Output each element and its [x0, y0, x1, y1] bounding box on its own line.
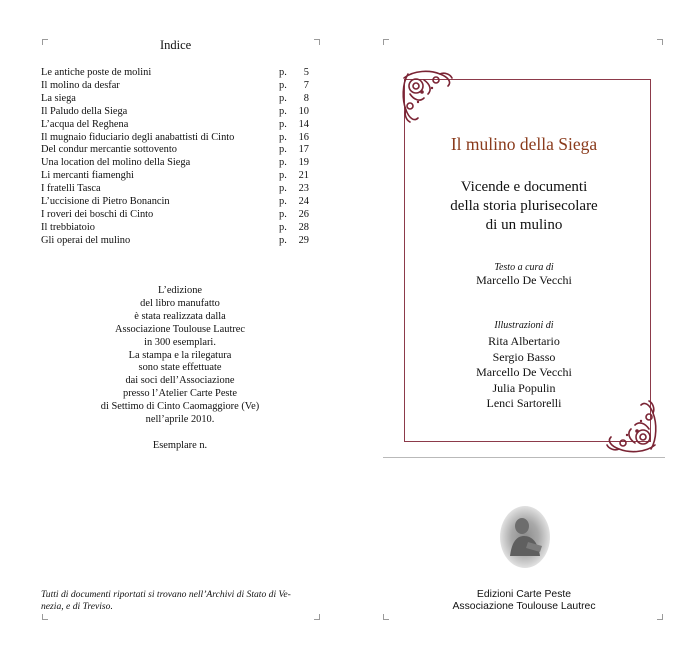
toc-page-number: 26	[298, 208, 309, 220]
text-author: Marcello De Vecchi	[476, 273, 572, 287]
toc-entry-title: L’uccisione di Pietro Bonancin	[41, 196, 170, 208]
toc-page-number: 16	[298, 131, 309, 143]
toc-entry	[41, 235, 309, 248]
colophon-line: La stampa e la rilegatura	[128, 349, 232, 361]
toc-entry-page	[279, 119, 309, 132]
crop-mark	[383, 614, 389, 620]
toc-entry-title: L’acqua del Reghena	[41, 118, 129, 130]
top-left-scroll-ornament	[396, 66, 458, 126]
colophon-text	[80, 285, 280, 427]
toc-page-number: 21	[298, 170, 309, 182]
toc-page-number: 14	[298, 118, 309, 130]
toc-entry-page	[279, 170, 309, 183]
toc-entry-page	[279, 235, 309, 248]
subtitle-line: Vicende e documenti	[460, 179, 588, 195]
toc-entry-page	[279, 209, 309, 222]
toc-entry-title: I roveri dei boschi di Cinto	[41, 208, 154, 220]
toc-page-abbrev: p.	[279, 208, 287, 220]
toc-page-abbrev: p.	[279, 118, 287, 130]
toc-page-number: 5	[303, 67, 309, 78]
book-title: Il mulino della Siega	[450, 134, 598, 154]
colophon-line: nell’aprile 2010.	[145, 414, 215, 426]
toc-entry-page	[279, 222, 309, 235]
toc-entry-page	[279, 93, 309, 106]
toc-page-abbrev: p.	[279, 67, 287, 78]
toc-entry	[41, 222, 309, 235]
toc-entry-page	[279, 196, 309, 209]
colophon-line: è stata realizzata dalla	[134, 310, 226, 322]
publisher-line: Associazione Toulouse Lautrec	[452, 601, 596, 612]
toc-entry	[41, 196, 309, 209]
crop-mark	[657, 39, 663, 45]
toc-page-abbrev: p.	[279, 221, 287, 233]
table-of-contents	[41, 67, 309, 248]
toc-entry	[41, 93, 309, 106]
toc-page-abbrev: p.	[279, 105, 287, 117]
toc-page-abbrev: p.	[279, 170, 287, 182]
colophon-line: in 300 esemplari.	[144, 336, 216, 348]
text-credit	[383, 262, 665, 289]
crop-mark	[314, 39, 320, 45]
colophon-line: presso l’Atelier Carte Peste	[123, 388, 237, 400]
page-divider	[383, 457, 665, 458]
crop-mark	[314, 614, 320, 620]
toc-entry	[41, 132, 309, 145]
footnote-line: Tutti di documenti riportati si trovano nell’Archivi di Stato di Ve-	[41, 589, 291, 600]
colophon-line: sono state effettuate	[138, 362, 222, 374]
toc-entry-page	[279, 157, 309, 170]
illustrations-label: Illustrazioni di	[494, 320, 554, 331]
toc-page-number: 17	[298, 144, 309, 156]
subtitle-line: di un mulino	[485, 217, 563, 233]
crop-mark	[383, 39, 389, 45]
toc-page-number: 19	[298, 157, 309, 169]
toc-page-number: 23	[298, 183, 309, 195]
vignette-portrait-image	[500, 506, 550, 568]
toc-entry-title: I fratelli Tasca	[41, 183, 101, 195]
archive-footnote	[41, 589, 331, 613]
toc-entry	[41, 170, 309, 183]
toc-page-number: 24	[298, 196, 309, 208]
copy-number-label: Esemplare n.	[152, 439, 208, 451]
toc-entry-page	[279, 67, 309, 80]
illustrator-name: Lenci Sartorelli	[486, 396, 562, 410]
colophon-line: di Settimo di Cinto Caomaggiore (Ve)	[100, 401, 260, 413]
toc-page-abbrev: p.	[279, 183, 287, 195]
toc-entry-title: Il mugnaio fiduciario degli anabattisti di Cinto	[41, 131, 235, 143]
toc-entry	[41, 67, 309, 80]
toc-entry-title: Gli operai del mulino	[41, 234, 131, 246]
toc-entry-title: Il Paludo della Siega	[41, 105, 128, 117]
toc-page-abbrev: p.	[279, 79, 287, 91]
illustrations-credit	[383, 320, 665, 412]
toc-entry-title: Le antiche poste de molini	[41, 67, 152, 78]
toc-entry-page	[279, 132, 309, 145]
toc-page-abbrev: p.	[279, 196, 287, 208]
illustrator-name: Marcello De Vecchi	[476, 365, 572, 379]
toc-page-number: 10	[298, 105, 309, 117]
toc-entry	[41, 209, 309, 222]
crop-mark	[657, 614, 663, 620]
toc-entry-title: La siega	[41, 92, 76, 104]
toc-entry	[41, 144, 309, 157]
illustrator-name: Julia Populin	[492, 380, 556, 395]
toc-page-number: 8	[303, 92, 309, 104]
book-subtitle	[383, 178, 665, 235]
toc-entry-page	[279, 106, 309, 119]
colophon-line: L’edizione	[157, 285, 203, 296]
toc-page-abbrev: p.	[279, 144, 287, 156]
footnote-line: nezia, e di Treviso.	[41, 601, 113, 612]
toc-entry	[41, 119, 309, 132]
colophon	[80, 285, 280, 453]
publisher-line: Edizioni Carte Peste	[476, 589, 572, 600]
crop-mark	[42, 39, 48, 45]
toc-page-number: 7	[303, 79, 309, 91]
colophon-line: Associazione Toulouse Lautrec	[114, 323, 246, 335]
toc-entry-title: Il molino da desfar	[41, 79, 120, 91]
toc-entry	[41, 183, 309, 196]
toc-heading: Indice	[160, 38, 192, 52]
colophon-line: del libro manufatto	[140, 297, 220, 309]
toc-page-abbrev: p.	[279, 234, 287, 246]
toc-entry-title: Il trebbiatoio	[41, 221, 95, 233]
toc-entry	[41, 106, 309, 119]
illustrator-name: Rita Albertario	[488, 334, 560, 348]
toc-entry	[41, 157, 309, 170]
toc-entry-title: Li mercanti fiamenghi	[41, 170, 134, 182]
toc-entry-page	[279, 80, 309, 93]
text-credit-label: Testo a cura di	[494, 262, 554, 273]
toc-page-abbrev: p.	[279, 131, 287, 143]
toc-entry-title: Una location del molino della Siega	[41, 157, 191, 169]
illustrator-name: Sergio Basso	[492, 349, 556, 364]
toc-page-abbrev: p.	[279, 92, 287, 104]
toc-entry-page	[279, 183, 309, 196]
crop-mark	[42, 614, 48, 620]
subtitle-line: della storia plurisecolare	[450, 198, 598, 214]
colophon-line: dai soci dell’Associazione	[125, 375, 235, 387]
toc-entry	[41, 80, 309, 93]
publisher	[383, 589, 665, 613]
toc-entry-title: Del condur mercantie sottovento	[41, 144, 177, 156]
toc-page-abbrev: p.	[279, 157, 287, 169]
toc-entry-page	[279, 144, 309, 157]
toc-page-number: 28	[298, 221, 309, 233]
toc-page-number: 29	[298, 234, 309, 246]
